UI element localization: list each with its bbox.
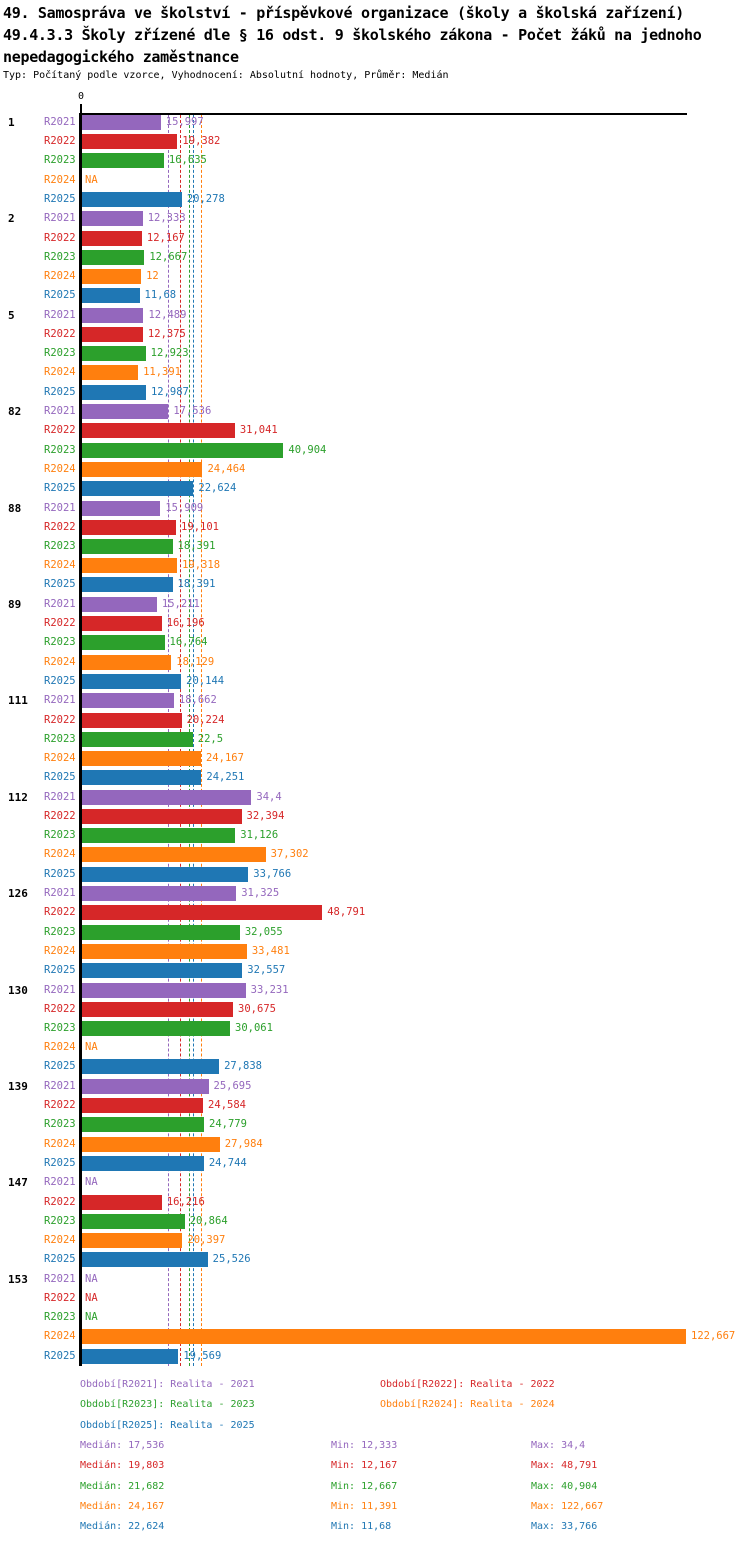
series-row-label: R2023 [44, 154, 76, 166]
category-label: 130 [8, 984, 28, 997]
stat-max-R2022: Max: 48,791 [531, 1460, 598, 1472]
series-row-label: R2023 [44, 1118, 76, 1130]
bar-value-label: 15,997 [165, 116, 204, 128]
bar-value-label: 24,251 [206, 771, 245, 783]
series-row-label: R2025 [44, 386, 76, 398]
category-label: 1 [8, 116, 15, 129]
bar-value-label: 19,382 [182, 135, 221, 147]
series-row-label: R2023 [44, 926, 76, 938]
bar [82, 597, 157, 612]
bar [82, 558, 177, 573]
series-row-label: R2021 [44, 1080, 76, 1092]
bar-value-na: NA [85, 1311, 98, 1323]
series-row-label: R2022 [44, 521, 76, 533]
bar-value-label: 48,791 [327, 906, 366, 918]
bar-value-label: 20,864 [189, 1215, 228, 1227]
category-label: 153 [8, 1273, 28, 1286]
bar-value-label: 32,055 [244, 926, 283, 938]
bar-value-label: 22,5 [197, 733, 224, 745]
series-row-label: R2025 [44, 964, 76, 976]
category-label: 112 [8, 791, 28, 804]
bar [82, 539, 173, 554]
bar-value-na: NA [85, 174, 98, 186]
bar [82, 732, 193, 747]
stat-max-R2024: Max: 122,667 [531, 1500, 604, 1512]
bar-value-label: 33,231 [250, 984, 289, 996]
series-row-label: R2021 [44, 694, 76, 706]
bar [82, 1195, 162, 1210]
stat-median-R2022: Medián: 19,803 [80, 1460, 165, 1472]
bar-value-label: 34,4 [256, 791, 282, 803]
bar [82, 616, 162, 631]
series-row-label: R2025 [44, 675, 76, 687]
bar [82, 211, 143, 226]
category-label: 5 [8, 309, 15, 322]
bar-value-label: 19,101 [181, 521, 219, 533]
bar-value-label: 19,569 [183, 1350, 222, 1362]
stat-median-R2025: Medián: 22,624 [80, 1521, 165, 1533]
bar [82, 867, 248, 882]
bar-value-label: 15,211 [161, 598, 200, 610]
series-row-label: R2021 [44, 502, 76, 514]
series-row-label: R2025 [44, 1060, 76, 1072]
bar [82, 1329, 686, 1344]
series-row-label: R2023 [44, 733, 76, 745]
bar-value-label: 31,325 [241, 887, 280, 899]
category-label: 89 [8, 598, 22, 611]
bar-value-label: 12,667 [149, 251, 188, 263]
bar [82, 134, 177, 149]
bar [82, 770, 201, 785]
chart-subtitle: Typ: Počítaný podle vzorce, Vyhodnocení: Absolutní hodnoty, Průměr: Medián [3, 70, 449, 81]
bar-value-label: 122,667 [691, 1330, 736, 1342]
bar-value-label: 33,481 [251, 945, 290, 957]
series-row-label: R2025 [44, 193, 76, 205]
bar-value-label: 12,167 [146, 232, 185, 244]
series-row-label: R2023 [44, 636, 76, 648]
bar [82, 462, 202, 477]
bar [82, 635, 165, 650]
series-row-label: R2023 [44, 1311, 76, 1323]
series-row-label: R2022 [44, 328, 76, 340]
bar-value-label: 27,984 [224, 1138, 263, 1150]
series-row-label: R2023 [44, 1215, 76, 1227]
series-row-label: R2021 [44, 887, 76, 899]
bar-value-label: 18,391 [177, 540, 216, 552]
series-row-label: R2022 [44, 1292, 76, 1304]
series-row-label: R2021 [44, 1176, 76, 1188]
series-row-label: R2021 [44, 309, 76, 321]
bar-value-label: 22,624 [198, 482, 237, 494]
legend-item-R2024: Období[R2024]: Realita - 2024 [380, 1399, 555, 1411]
bar-value-label: 12,375 [147, 328, 186, 340]
bar-value-label: 25,526 [212, 1253, 251, 1265]
bar [82, 1079, 209, 1094]
bar [82, 925, 240, 940]
bar-value-na: NA [85, 1176, 98, 1188]
bar-value-label: 12,333 [147, 212, 186, 224]
series-row-label: R2024 [44, 945, 76, 957]
bar-value-label: 18,129 [176, 656, 215, 668]
bar-value-label: 30,061 [235, 1022, 273, 1034]
category-label: 2 [8, 212, 15, 225]
bar [82, 385, 146, 400]
series-row-label: R2021 [44, 791, 76, 803]
bar-value-na: NA [85, 1292, 98, 1304]
bar [82, 674, 181, 689]
bar [82, 404, 168, 419]
zero-tick-label: 0 [77, 91, 85, 102]
series-row-label: R2024 [44, 848, 76, 860]
series-row-label: R2024 [44, 270, 76, 282]
bar-value-label: 16,196 [166, 617, 205, 629]
bar [82, 501, 160, 516]
bar-value-label: 24,464 [207, 463, 246, 475]
bar-value-label: 37,302 [270, 848, 309, 860]
bar-value-label: 27,838 [224, 1060, 262, 1072]
legend-item-R2021: Období[R2021]: Realita - 2021 [80, 1379, 255, 1390]
series-row-label: R2022 [44, 906, 76, 918]
bar-value-label: 17,536 [173, 405, 212, 417]
bar [82, 1098, 203, 1113]
bar-value-label: 12,987 [150, 386, 189, 398]
bar-value-label: 11,68 [144, 289, 177, 301]
series-row-label: R2024 [44, 366, 76, 378]
series-row-label: R2025 [44, 771, 76, 783]
stat-min-R2023: Min: 12,667 [331, 1480, 398, 1492]
category-label: 126 [8, 887, 28, 900]
bar-value-label: 20,278 [186, 193, 225, 205]
legend-item-R2023: Období[R2023]: Realita - 2023 [80, 1399, 255, 1411]
series-row-label: R2024 [44, 174, 76, 186]
stat-median-R2023: Medián: 21,682 [80, 1480, 165, 1492]
bar [82, 346, 146, 361]
bar-value-label: 25,695 [213, 1080, 252, 1092]
zero-tick [80, 104, 82, 113]
bar-value-label: 15,909 [165, 502, 204, 514]
bar [82, 1117, 204, 1132]
category-label: 147 [8, 1176, 28, 1189]
series-row-label: R2024 [44, 559, 76, 571]
series-row-label: R2024 [44, 463, 76, 475]
bar [82, 944, 247, 959]
bar [82, 1214, 185, 1229]
bar [82, 886, 236, 901]
stat-min-R2022: Min: 12,167 [331, 1460, 398, 1472]
bar-value-label: 24,744 [208, 1157, 247, 1169]
legend-item-R2022: Období[R2022]: Realita - 2022 [380, 1379, 555, 1390]
bar [82, 809, 242, 824]
bar-value-label: 16,635 [168, 154, 207, 166]
series-row-label: R2022 [44, 810, 76, 822]
bar-value-label: 16,764 [169, 636, 208, 648]
bar [82, 983, 246, 998]
legend-item-R2025: Období[R2025]: Realita - 2025 [80, 1419, 255, 1431]
series-row-label: R2024 [44, 1041, 76, 1053]
stat-max-R2023: Max: 40,904 [531, 1480, 598, 1492]
bar [82, 1002, 233, 1017]
series-row-label: R2024 [44, 1234, 76, 1246]
series-row-label: R2024 [44, 752, 76, 764]
bar-value-label: 24,584 [208, 1099, 246, 1111]
bar-value-label: 33,766 [253, 868, 292, 880]
median-line-R2025 [193, 115, 194, 1366]
series-row-label: R2022 [44, 1099, 76, 1111]
category-label: 82 [8, 405, 22, 418]
series-row-label: R2023 [44, 444, 76, 456]
bar [82, 847, 266, 862]
bar-value-label: 20,144 [186, 675, 225, 687]
series-row-label: R2025 [44, 1253, 76, 1265]
bar-value-label: 32,557 [247, 964, 286, 976]
bar [82, 1233, 182, 1248]
series-row-label: R2022 [44, 424, 76, 436]
series-row-label: R2023 [44, 347, 76, 359]
bar-value-label: 31,041 [239, 424, 278, 436]
chart-title-line1: 49. Samospráva ve školství - příspěvkové organizace (školy a školská zařízení) [3, 4, 685, 22]
stat-min-R2021: Min: 12,333 [331, 1439, 398, 1451]
stat-max-R2021: Max: 34,4 [531, 1439, 586, 1451]
bar [82, 153, 164, 168]
bar [82, 192, 182, 207]
bar [82, 1059, 219, 1074]
series-row-label: R2022 [44, 617, 76, 629]
chart-title-line3: nepedagogického zaměstnance [3, 48, 239, 66]
stat-min-R2025: Min: 11,68 [331, 1521, 392, 1533]
series-row-label: R2023 [44, 829, 76, 841]
bar [82, 1137, 220, 1152]
series-row-label: R2021 [44, 598, 76, 610]
series-row-label: R2022 [44, 232, 76, 244]
bar [82, 790, 251, 805]
bar [82, 231, 142, 246]
bar [82, 828, 235, 843]
series-row-label: R2024 [44, 1138, 76, 1150]
bar [82, 751, 201, 766]
series-row-label: R2021 [44, 984, 76, 996]
series-row-label: R2025 [44, 1350, 76, 1362]
bar-value-label: 16,216 [166, 1196, 205, 1208]
bar [82, 963, 242, 978]
bar [82, 1156, 204, 1171]
bar [82, 269, 141, 284]
bar [82, 1349, 178, 1364]
bar-value-label: 31,126 [240, 829, 279, 841]
bar [82, 905, 322, 920]
bar-value-na: NA [85, 1273, 98, 1285]
bar [82, 520, 176, 535]
category-label: 139 [8, 1080, 28, 1093]
stat-median-R2021: Medián: 17,536 [80, 1439, 165, 1451]
bar [82, 288, 140, 303]
series-row-label: R2023 [44, 251, 76, 263]
series-row-label: R2025 [44, 1157, 76, 1169]
bar [82, 115, 161, 130]
bar-value-label: 11,391 [143, 366, 182, 378]
series-row-label: R2024 [44, 656, 76, 668]
chart-title-line2: 49.4.3.3 Školy zřízené dle § 16 odst. 9 školského zákona - Počet žáků na jednoho [3, 26, 702, 44]
bar [82, 1252, 208, 1267]
bar-value-label: 18,662 [178, 694, 217, 706]
bar-value-label: 19,318 [182, 559, 221, 571]
category-label: 88 [8, 502, 22, 515]
bar [82, 481, 193, 496]
bar [82, 577, 173, 592]
bar-value-label: 32,394 [246, 810, 285, 822]
bar [82, 308, 143, 323]
bar-value-na: NA [85, 1041, 98, 1053]
bar [82, 327, 143, 342]
series-row-label: R2022 [44, 714, 76, 726]
bar-value-label: 12 [146, 270, 159, 282]
stat-max-R2025: Max: 33,766 [531, 1521, 598, 1533]
bar-value-label: 40,904 [288, 444, 327, 456]
series-row-label: R2022 [44, 1196, 76, 1208]
stat-min-R2024: Min: 11,391 [331, 1500, 398, 1512]
bar [82, 713, 182, 728]
series-row-label: R2025 [44, 868, 76, 880]
bar-value-label: 24,167 [205, 752, 244, 764]
series-row-label: R2021 [44, 1273, 76, 1285]
category-label: 111 [8, 694, 28, 707]
bar [82, 1021, 230, 1036]
bar [82, 693, 174, 708]
series-row-label: R2025 [44, 482, 76, 494]
series-row-label: R2025 [44, 289, 76, 301]
bar-value-label: 12,489 [148, 309, 187, 321]
bar-value-label: 18,391 [177, 578, 216, 590]
series-row-label: R2022 [44, 135, 76, 147]
bar-value-label: 20,397 [187, 1234, 226, 1246]
series-row-label: R2023 [44, 1022, 76, 1034]
bar-value-label: 20,224 [186, 714, 225, 726]
bar [82, 423, 235, 438]
series-row-label: R2023 [44, 540, 76, 552]
series-row-label: R2021 [44, 212, 76, 224]
bar [82, 655, 171, 670]
bar [82, 250, 144, 265]
bar [82, 443, 283, 458]
series-row-label: R2021 [44, 116, 76, 128]
bar-value-label: 24,779 [209, 1118, 247, 1130]
series-row-label: R2025 [44, 578, 76, 590]
bar-value-label: 30,675 [238, 1003, 276, 1015]
series-row-label: R2024 [44, 1330, 76, 1342]
bar [82, 365, 138, 380]
series-row-label: R2022 [44, 1003, 76, 1015]
stat-median-R2024: Medián: 24,167 [80, 1500, 165, 1512]
series-row-label: R2021 [44, 405, 76, 417]
bar-value-label: 12,923 [150, 347, 189, 359]
